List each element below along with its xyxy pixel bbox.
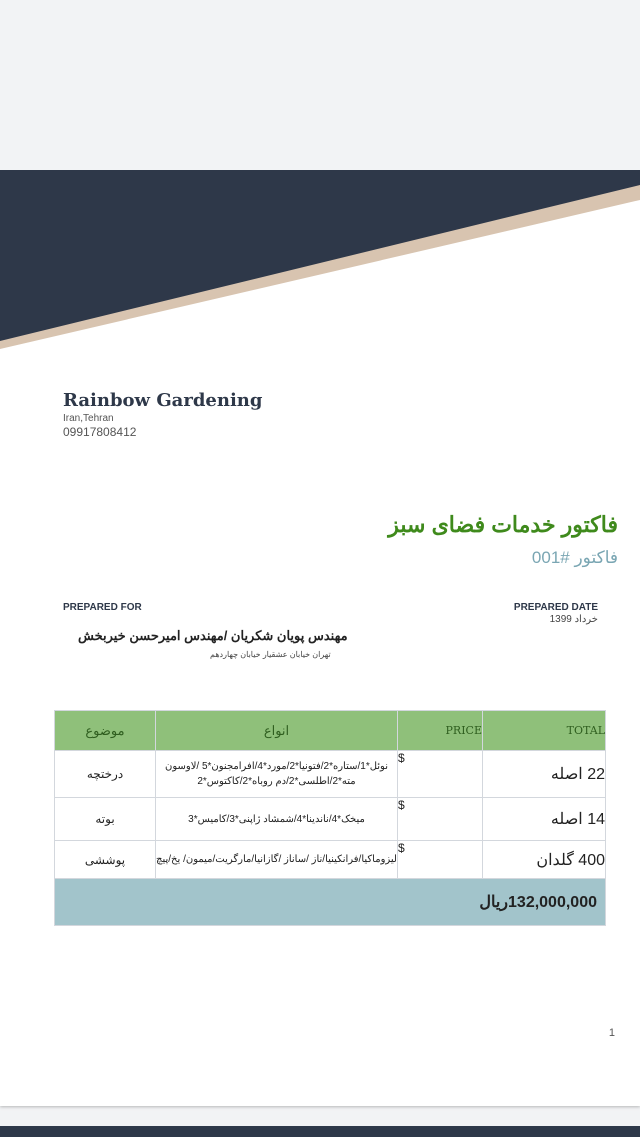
header-decoration [0, 0, 640, 360]
cell-price: $ [398, 841, 483, 879]
grand-total: 132,000,000ریال [55, 879, 606, 926]
table-row [55, 798, 606, 841]
next-page-edge [0, 1126, 640, 1137]
cell-type: نوئل*1/ستاره*2/فتونیا*2/مورد*4/افرامجنون*5 /لاوسون مته*2/اطلسی*2/دم روباه*2/کاکتوس*2 [156, 751, 398, 798]
table-header-row [55, 711, 606, 751]
invoice-number: فاکتور #001 [531, 548, 618, 567]
company-phone: 09917808412 [63, 425, 137, 439]
header-price: PRICE [398, 711, 483, 751]
grand-total-row [55, 879, 606, 926]
page-number: 1 [608, 1027, 615, 1039]
cell-total: 14 اصله [483, 798, 606, 841]
cell-type: میخک*4/ناندینا*4/شمشاد ژاپنی*3/کامیس*3 [156, 798, 398, 841]
table-row [55, 841, 606, 879]
cell-price: $ [398, 751, 483, 798]
cell-subject: درختچه [55, 751, 156, 798]
cell-subject: پوششی [55, 841, 156, 879]
client-address: تهران خیابان عشقیار خیابان چهاردهم [210, 650, 331, 659]
header-subject: موضوع [55, 711, 156, 751]
items-table [54, 710, 606, 926]
header-type: انواع [156, 711, 398, 751]
prepared-date-value: خرداد 1399 [549, 614, 598, 625]
table-row [55, 751, 606, 798]
prepared-for-label: PREPARED FOR [63, 602, 142, 613]
header-total: TOTAL [483, 711, 606, 751]
cell-subject: بوته [55, 798, 156, 841]
prepared-date-label: PREPARED DATE [513, 602, 598, 613]
client-name: مهندس پویان شکریان /مهندس امیرحسن خیربخش [78, 628, 348, 643]
company-city: Iran,Tehran [63, 413, 114, 424]
cell-price: $ [398, 798, 483, 841]
company-name: Rainbow Gardening [63, 390, 263, 411]
invoice-title: فاکتور خدمات فضای سبز [388, 512, 618, 537]
cell-total: 400 گلدان [483, 841, 606, 879]
cell-type: لیزوماکیا/فرانکینیا/ناز /ساناز /گازانیا/مارگریت/میمون/ یخ/پیچ [156, 841, 398, 879]
cell-total: 22 اصله [483, 751, 606, 798]
